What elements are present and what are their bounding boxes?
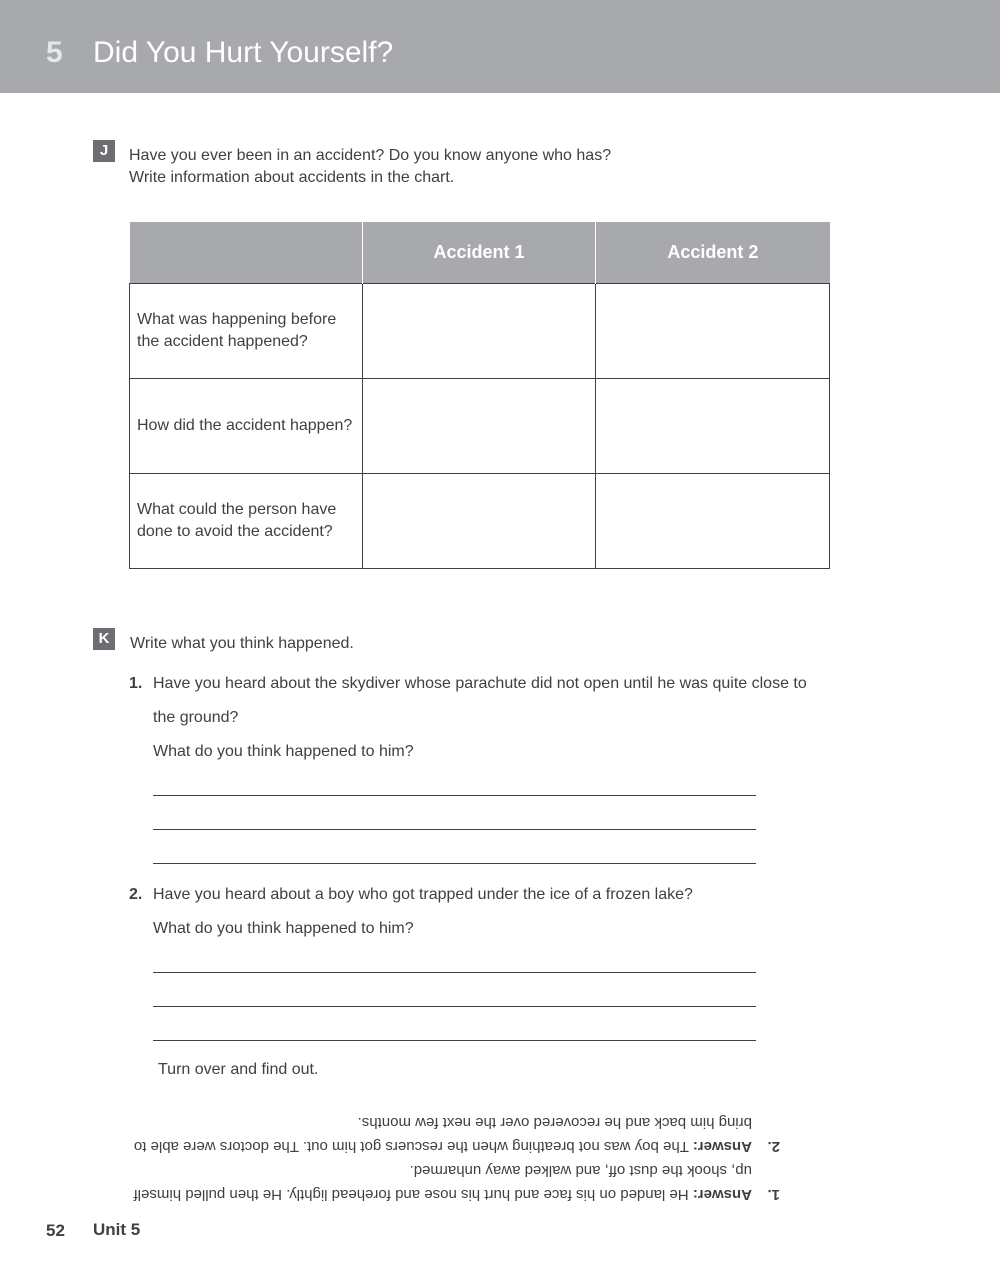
question-2-text: Have you heard about a boy who got trapped under the ice of a frozen lake? <box>153 886 693 903</box>
chart-row <box>130 378 830 473</box>
question-1-number: 1. <box>129 675 143 692</box>
chart-header-accident-1: Accident 1 <box>362 222 596 283</box>
answer-line[interactable] <box>153 972 756 973</box>
section-j-label: J <box>93 140 115 162</box>
question-2-number: 2. <box>129 886 143 903</box>
page-title: Did You Hurt Yourself? <box>93 36 394 69</box>
footer-unit-label: Unit 5 <box>93 1220 141 1239</box>
answer-text: The boy was not breathing when the rescuers got him out. The doctors were able to bring him back and he recovered over the next few months. <box>133 1114 752 1155</box>
turn-over-text: Turn over and find out. <box>158 1061 319 1078</box>
answer-label: Answer: <box>692 1138 752 1155</box>
answer-number: 2. <box>767 1138 780 1155</box>
chart-row <box>130 283 830 378</box>
answer-line[interactable] <box>153 829 756 830</box>
upside-down-answers <box>110 1110 780 1206</box>
chart-answer-cell[interactable] <box>362 473 596 568</box>
chart-question: How did the accident happen? <box>130 378 363 473</box>
chart-answer-cell[interactable] <box>596 283 830 378</box>
page-number: 52 <box>46 1221 65 1240</box>
answer-line[interactable] <box>153 863 756 864</box>
chart-header-row <box>130 222 830 283</box>
answer-line[interactable] <box>153 795 756 796</box>
question-2-prompt: What do you think happened to him? <box>153 920 414 937</box>
chart-question: What could the person have done to avoid the accident? <box>130 473 363 568</box>
chart-header-blank <box>130 222 363 283</box>
question-1-text-line-1: Have you heard about the skydiver whose parachute did not open until he was quite close to <box>153 675 807 692</box>
chart-question: What was happening before the accident happened? <box>130 283 363 378</box>
answer-item <box>110 1158 780 1206</box>
question-1-text-line-2: the ground? <box>153 709 239 726</box>
section-j-instruction-2: Write information about accidents in the chart. <box>129 169 455 186</box>
chart-answer-cell[interactable] <box>596 473 830 568</box>
answer-item <box>110 1110 780 1158</box>
unit-number: 5 <box>46 36 63 69</box>
section-k-label: K <box>93 628 115 650</box>
section-k-instruction: Write what you think happened. <box>130 635 354 652</box>
section-j-instruction-1: Have you ever been in an accident? Do you know anyone who has? <box>129 147 612 164</box>
chart-header-accident-2: Accident 2 <box>596 222 830 283</box>
answer-line[interactable] <box>153 1006 756 1007</box>
chart-answer-cell[interactable] <box>362 283 596 378</box>
accident-chart <box>129 222 830 569</box>
unit-header-banner <box>0 0 1000 93</box>
answer-line[interactable] <box>153 1040 756 1041</box>
answer-number: 1. <box>767 1186 780 1203</box>
chart-answer-cell[interactable] <box>596 378 830 473</box>
answer-label: Answer: <box>692 1186 752 1203</box>
chart-row <box>130 473 830 568</box>
chart-answer-cell[interactable] <box>362 378 596 473</box>
answer-text: He landed on his face and hurt his nose and forehead lightly. He then pulled himself up, shook the dust off, and walked away unharmed. <box>133 1162 752 1203</box>
question-1-prompt: What do you think happened to him? <box>153 743 414 760</box>
